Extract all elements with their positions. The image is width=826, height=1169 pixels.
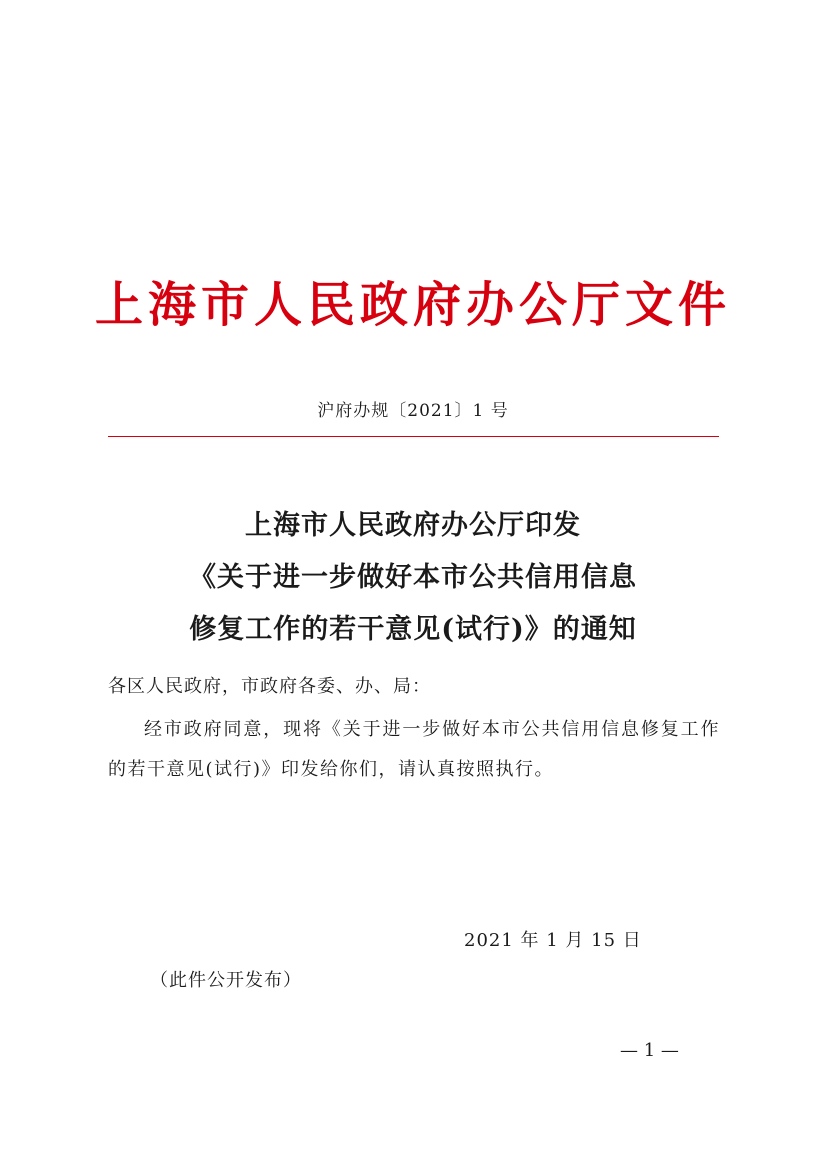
document-masthead: 上海市人民政府办公厅文件 — [94, 277, 731, 333]
document-number: 沪府办规〔2021〕1 号 — [317, 401, 509, 421]
title-line-1: 上海市人民政府办公厅印发 — [245, 510, 581, 541]
red-header-rule — [108, 436, 719, 437]
addressee: 各区人民政府，市政府各委、办、局： — [108, 676, 431, 697]
issue-date: 2021 年 1 月 15 日 — [464, 930, 642, 951]
title-line-3: 修复工作的若干意见(试行)》的通知 — [189, 614, 637, 645]
body-paragraph: 经市政府同意，现将《关于进一步做好本市公共信用信息修复工作的若干意见(试行)》印发给你们，请认真按照执行。 — [108, 719, 720, 780]
title-line-2: 《关于进一步做好本市公共信用信息 — [189, 562, 637, 593]
publish-note: （此件公开发布） — [150, 970, 302, 991]
document-title — [0, 500, 826, 656]
page-number: — 1 — — [620, 1040, 679, 1061]
